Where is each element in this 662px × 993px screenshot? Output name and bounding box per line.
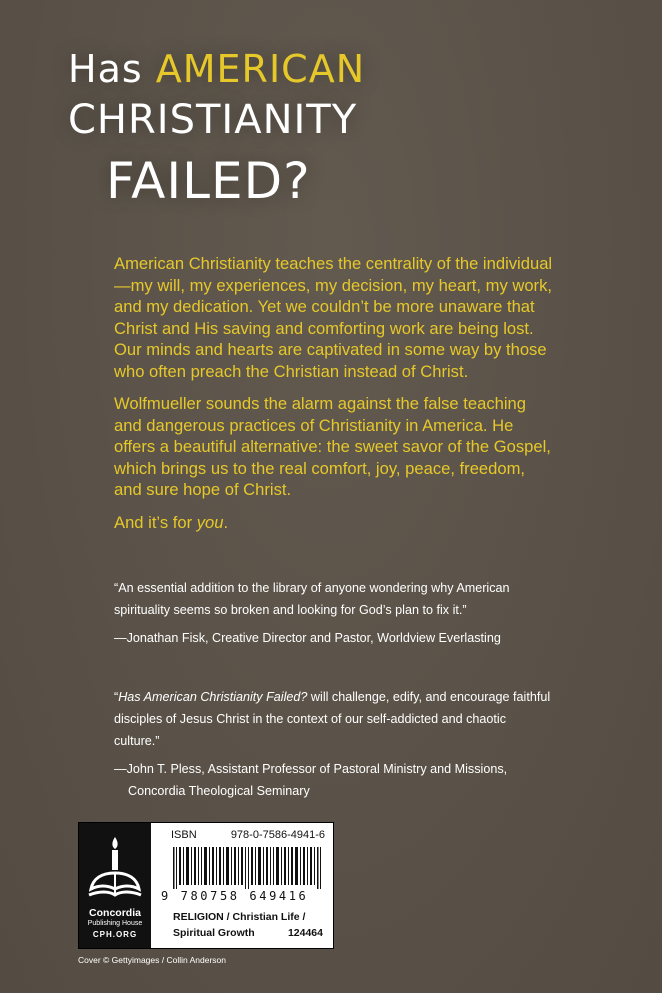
blurb-p3-suffix: . [223,512,229,532]
barcode [173,847,323,889]
endorsement-2-open-quote: “ [114,690,119,704]
endorsement-2-text [114,686,554,752]
isbn-barcode-box [78,822,334,949]
publisher-logo [79,823,151,948]
isbn-number: 978-0-7586-4941-6 [230,829,325,841]
endorsement-1-text: “An essential addition to the library of anyone wondering why American spirituality seems so broken and looking for God’s plan to fix it.” [114,581,510,617]
lamp-book-icon [85,833,145,905]
endorsement-1 [114,577,554,649]
endorsement-2 [114,686,554,802]
product-code: 124464 [287,927,323,939]
blurb-paragraph-1: American Christianity teaches the centrality of the individual—my will, my experiences, my decision, my heart, my work, and my dedication. Yet we couldn’t be more unaware that Christ and His saving and comforting work are being lost. Our minds and hearts are captivated in some way by those who often preach the Christian instead of Christ. [114,254,553,381]
blurb-p3-emphasis: you [196,512,224,532]
blurb-p3-prefix: And it’s for [114,512,197,532]
blurb-paragraph-2: Wolfmueller sounds the alarm against the false teaching and dangerous practices of Christianity in America. He offers a beautiful alternative: the sweet savor of the Gospel, which brings us to the real comfort, joy, peace, freedom, and sure hope of Christ. [114,394,551,499]
book-blurb [114,253,554,544]
blurb-paragraph-3 [114,512,554,534]
title-line-2: CHRISTIANITY [68,97,358,143]
endorsement-2-book-title: Has American Christianity Failed? [118,690,308,704]
category-line-2: Spiritual Growth [173,927,255,939]
cover-title [68,47,368,210]
endorsement-2-attribution: —John T. Pless, Assistant Professor of Pastoral Ministry and Missions, [114,762,508,776]
publisher-url: CPH.ORG [92,930,138,939]
endorsement-2-attribution-institution: Concordia Theological Seminary [128,784,310,798]
title-accent: AMERICAN [155,47,366,91]
isbn-label: ISBN [171,829,197,841]
title-prefix: Has [68,47,143,91]
title-line-1 [68,47,368,100]
publisher-name: Concordia [89,907,141,919]
title-line-3: FAILED? [106,152,311,210]
cover-credit: Cover © Gettyimages / Collin Anderson [78,955,226,965]
endorsement-1-attribution: —Jonathan Fisk, Creative Director and Pastor, Worldview Everlasting [114,631,501,645]
category-line-1: RELIGION / Christian Life / [173,911,306,923]
barcode-digits: 9 780758 649416 [161,889,309,903]
endorsement-2-body: will challenge, edify, and encourage faithful disciples of Jesus Christ in the context of our self-addicted and chaotic culture.” [114,690,551,748]
publisher-subtitle: Publishing House [87,920,143,927]
